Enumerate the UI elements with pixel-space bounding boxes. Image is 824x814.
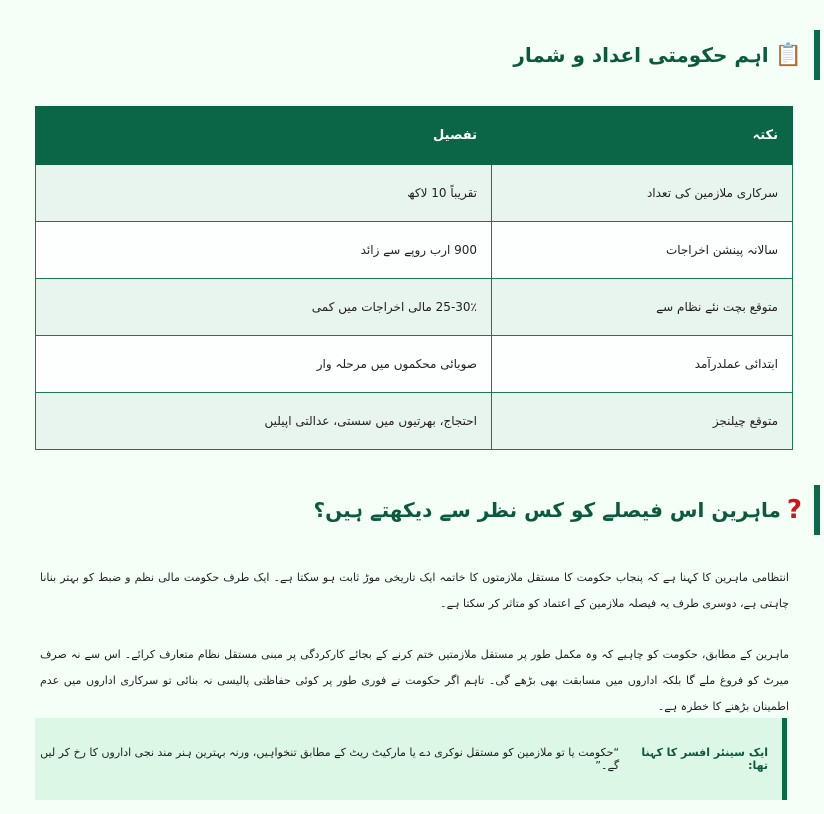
table-cell: صوبائی محکموں میں مرحلہ وار bbox=[36, 336, 492, 393]
paragraph: ماہرین کے مطابق، حکومت کو چاہیے کہ وہ مکمل طور پر مستقل ملازمتیں ختم کرنے کے بجائے کارکردگی پر مبنی مستقل نظام متعارف کرائے۔ اس سے نہ صرف میرٹ کو فروغ ملے گا بلکہ اداروں میں مسابقت بھی بڑھے گی۔ تاہم اگر حکومت نے فوری طور پر کوئی حفاظتی پالیسی نہ بنائی تو سرکاری اداروں میں عدم اطمینان بڑھنے کا خطرہ ہے۔ bbox=[40, 648, 789, 713]
table-row bbox=[36, 279, 793, 336]
table-header-row bbox=[36, 107, 793, 165]
table-cell: احتجاج، بھرتیوں میں سستی، عدالتی اپیلیں bbox=[36, 393, 492, 450]
table-cell: سرکاری ملازمین کی تعداد bbox=[492, 165, 793, 222]
table-cell: سالانہ پینشن اخراجات bbox=[492, 222, 793, 279]
statistics-table bbox=[35, 106, 793, 450]
quote-text: “حکومت یا تو ملازمین کو مستقل نوکری دے یا مارکیٹ ریٹ کے مطابق تنخواہیں، ورنہ بہترین ہنر مند نجی اداروں کا رخ کر لیں گے۔” bbox=[40, 746, 620, 772]
paragraph: انتظامی ماہرین کا کہنا ہے کہ پنجاب حکومت کا مستقل ملازمتوں کا خاتمہ ایک تاریخی موڑ ثابت ہو سکتا ہے۔ ایک طرف حکومت مالی نظم و ضبط کو بہتر بنانا چاہتی ہے، دوسری طرف یہ فیصلہ ملازمین کے اعتماد کو متاثر کر سکتا ہے۔ bbox=[40, 571, 789, 610]
table-row bbox=[36, 222, 793, 279]
blockquote bbox=[35, 718, 787, 800]
table-row bbox=[36, 393, 793, 450]
question-icon: ? bbox=[786, 495, 802, 525]
section-title: ماہرین اس فیصلے کو کس نظر سے دیکھتے ہیں؟ bbox=[313, 498, 781, 522]
table-cell: متوقع بچت نئے نظام سے bbox=[492, 279, 793, 336]
section-heading-experts bbox=[313, 485, 820, 535]
table-cell: 900 ارب روپے سے زائد bbox=[36, 222, 492, 279]
table-row bbox=[36, 336, 793, 393]
column-header-point: نکتہ bbox=[492, 107, 793, 165]
table-cell: تقریباً 10 لاکھ bbox=[36, 165, 492, 222]
clipboard-icon: 📋 bbox=[774, 42, 802, 68]
column-header-detail: تفصیل bbox=[36, 107, 492, 165]
section-title: اہم حکومتی اعداد و شمار bbox=[513, 43, 769, 67]
table-cell: ابتدائی عملدرآمد bbox=[492, 336, 793, 393]
table-cell: 25-30٪ مالی اخراجات میں کمی bbox=[36, 279, 492, 336]
section-heading-statistics bbox=[513, 30, 820, 80]
table-row bbox=[36, 165, 793, 222]
quote-speaker: ایک سینئر افسر کا کہنا تھا: bbox=[641, 746, 768, 772]
table-cell: متوقع چیلنجز bbox=[492, 393, 793, 450]
